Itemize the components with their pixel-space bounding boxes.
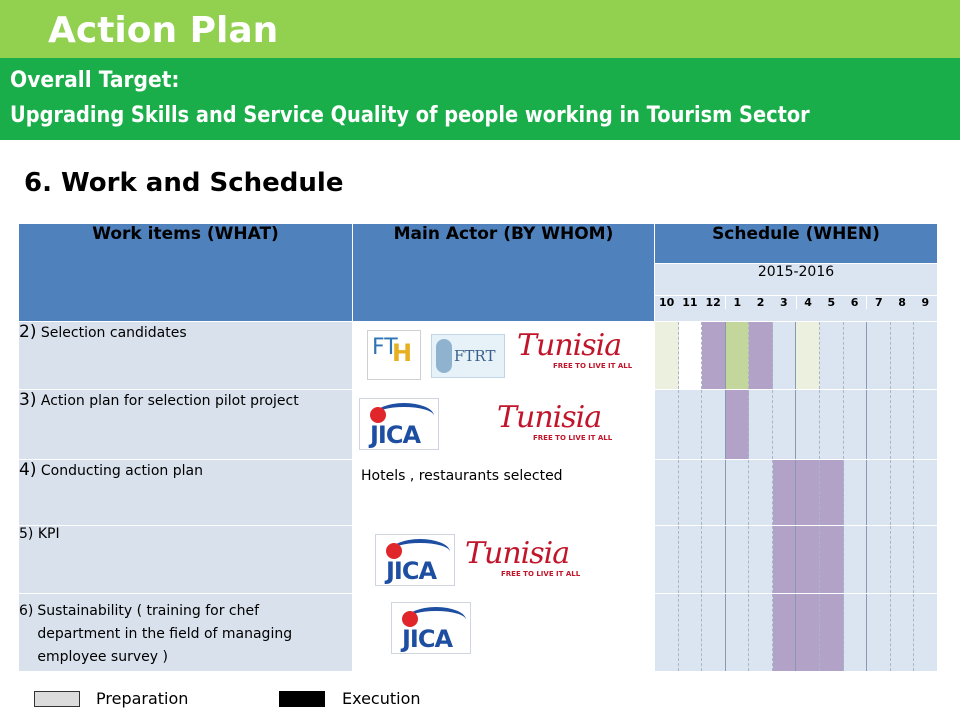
- work-item-cell: [19, 460, 353, 526]
- schedule-slot: [679, 390, 703, 459]
- work-item-cell: [19, 594, 353, 672]
- item-label: Conducting action plan: [40, 463, 203, 479]
- schedule-slot: [679, 526, 703, 593]
- fth-logo-h: H: [392, 339, 413, 367]
- actor-cell: [353, 390, 655, 460]
- legend-execution-label: Execution: [342, 689, 421, 708]
- item-label: Selection candidates: [40, 325, 187, 341]
- schedule-slot-preparation: [726, 322, 750, 389]
- schedule-slot: [655, 390, 679, 459]
- jica-logo-text: JICA: [402, 625, 453, 653]
- actor-cell: [353, 322, 655, 390]
- schedule-slot-execution: [820, 460, 844, 525]
- schedule-slot: [773, 322, 797, 389]
- item-number: 5): [19, 526, 34, 542]
- work-item-cell: [19, 390, 353, 460]
- schedule-slot: [702, 460, 726, 525]
- schedule-slot: [702, 390, 726, 459]
- schedule-slot: [749, 526, 773, 593]
- ftrt-logo: [431, 334, 505, 378]
- overall-target-text: Upgrading Skills and Service Quality of people working in Tourism Sector: [10, 103, 810, 128]
- table-row: [19, 594, 938, 672]
- schedule-slot-execution: [820, 526, 844, 593]
- actor-cell: [353, 460, 655, 526]
- item-label: KPI: [37, 526, 60, 542]
- schedule-slot: [844, 526, 868, 593]
- schedule-slot: [679, 460, 703, 525]
- schedule-slot: [867, 594, 891, 671]
- fth-logo: [367, 330, 421, 380]
- schedule-slot-execution: [796, 526, 820, 593]
- schedule-slot-execution: [749, 322, 773, 389]
- month-label: 3: [780, 296, 788, 309]
- month-group-4: [867, 296, 937, 309]
- schedule-slot: [655, 594, 679, 671]
- month-label: 1: [733, 296, 742, 309]
- section-title: 6. Work and Schedule: [24, 168, 344, 198]
- schedule-slot: [679, 322, 703, 389]
- month-label: 8: [898, 296, 906, 309]
- schedule-slot: [867, 460, 891, 525]
- schedule-slot: [914, 390, 937, 459]
- header-whom: Main Actor (BY WHOM): [353, 224, 655, 322]
- schedule-slot: [655, 526, 679, 593]
- schedule-slot: [844, 460, 868, 525]
- tunisia-logo: [517, 328, 637, 374]
- item-number: 4): [19, 460, 37, 480]
- jica-logo: [375, 534, 455, 586]
- jica-logo-text: JICA: [386, 557, 437, 585]
- schedule-slot: [726, 526, 750, 593]
- schedule-slot: [726, 460, 750, 525]
- tunisia-tagline: FREE TO LIVE IT ALL: [553, 362, 633, 370]
- schedule-cell: [655, 322, 938, 390]
- ftrt-figure-icon: [436, 339, 452, 373]
- table-row: [19, 460, 938, 526]
- ftrt-logo-text: FTRT: [454, 347, 496, 365]
- schedule-slot: [891, 390, 915, 459]
- schedule-slot: [867, 322, 891, 389]
- schedule-slot: [820, 390, 844, 459]
- schedule-slot: [702, 526, 726, 593]
- header-what: Work items (WHAT): [19, 224, 353, 322]
- schedule-slot: [914, 460, 937, 525]
- schedule-slot-execution: [773, 460, 797, 525]
- schedule-slot: [914, 322, 937, 389]
- actor-text: Hotels , restaurants selected: [361, 468, 563, 484]
- schedule-slot: [891, 526, 915, 593]
- tunisia-logo-text: Tunisia: [517, 328, 622, 363]
- fth-logo-text: FT: [372, 335, 398, 360]
- schedule-slot-execution: [820, 594, 844, 671]
- schedule-slot: [796, 390, 820, 459]
- tunisia-logo: [465, 536, 585, 582]
- month-label: 7: [875, 296, 883, 309]
- header-period: 2015-2016: [655, 264, 938, 296]
- schedule-slot: [914, 594, 937, 671]
- legend-preparation-label: Preparation: [96, 689, 189, 708]
- table-row: [19, 390, 938, 460]
- schedule-slot-preparation: [655, 322, 679, 389]
- legend-preparation-swatch: [34, 691, 80, 707]
- jica-logo-text: JICA: [370, 421, 421, 449]
- month-label: 11: [682, 296, 698, 309]
- schedule-slot: [891, 460, 915, 525]
- month-label: 2: [756, 296, 765, 309]
- item-label: Action plan for selection pilot project: [40, 393, 299, 409]
- schedule-slot: [820, 322, 844, 389]
- schedule-slot: [749, 460, 773, 525]
- month-label: 9: [921, 296, 930, 309]
- item-number: 2): [19, 322, 37, 342]
- item-number: 3): [19, 390, 37, 410]
- schedule-slot-execution: [773, 594, 797, 671]
- schedule-slot: [655, 460, 679, 525]
- tunisia-tagline: FREE TO LIVE IT ALL: [533, 434, 613, 442]
- jica-logo: [359, 398, 439, 450]
- schedule-slot-execution: [796, 460, 820, 525]
- schedule-slot: [891, 594, 915, 671]
- work-item-cell: [19, 322, 353, 390]
- schedule-slot-execution: [726, 390, 750, 459]
- schedule-slot: [749, 390, 773, 459]
- month-label: 5: [827, 296, 836, 309]
- work-item-cell: [19, 526, 353, 594]
- tunisia-logo-text: Tunisia: [497, 400, 602, 435]
- overall-target-label: Overall Target:: [10, 68, 180, 93]
- schedule-slot-execution: [796, 594, 820, 671]
- schedule-slot: [867, 390, 891, 459]
- schedule-slot: [702, 594, 726, 671]
- schedule-slot: [749, 594, 773, 671]
- schedule-slot-execution: [702, 322, 726, 389]
- title-bar: [0, 0, 960, 58]
- schedule-slot: [844, 390, 868, 459]
- month-label: 6: [850, 296, 859, 309]
- month-group-3: [797, 296, 868, 309]
- schedule-slot: [844, 322, 868, 389]
- schedule-cell: [655, 594, 938, 672]
- header-when: Schedule (WHEN): [655, 224, 938, 264]
- schedule-slot: [726, 594, 750, 671]
- schedule-cell: [655, 526, 938, 594]
- schedule-table: [18, 223, 938, 672]
- month-label: 4: [804, 296, 812, 309]
- tunisia-tagline: FREE TO LIVE IT ALL: [501, 570, 581, 578]
- schedule-slot: [891, 322, 915, 389]
- actor-cell: [353, 526, 655, 594]
- jica-logo: [391, 602, 471, 654]
- month-label: 12: [705, 296, 721, 309]
- page-title: Action Plan: [48, 10, 279, 51]
- schedule-slot: [867, 526, 891, 593]
- item-label: Sustainability ( training for chef department in the field of managing employee survey ): [37, 603, 293, 665]
- schedule-slot: [773, 390, 797, 459]
- schedule-cell: [655, 460, 938, 526]
- item-number: 6): [19, 603, 34, 619]
- tunisia-logo: [497, 400, 617, 446]
- schedule-cell: [655, 390, 938, 460]
- month-group-1: [655, 296, 726, 309]
- table-row: [19, 526, 938, 594]
- schedule-slot: [679, 594, 703, 671]
- legend-execution-swatch: [279, 691, 325, 707]
- table-row: [19, 322, 938, 390]
- schedule-slot-preparation: [796, 322, 820, 389]
- schedule-slot-execution: [773, 526, 797, 593]
- tunisia-logo-text: Tunisia: [465, 536, 570, 571]
- actor-cell: [353, 594, 655, 672]
- schedule-slot: [844, 594, 868, 671]
- month-label: 10: [658, 296, 675, 309]
- header-months: [655, 296, 938, 322]
- month-group-2: [726, 296, 797, 309]
- schedule-slot: [914, 526, 937, 593]
- overall-target-banner: [0, 58, 960, 140]
